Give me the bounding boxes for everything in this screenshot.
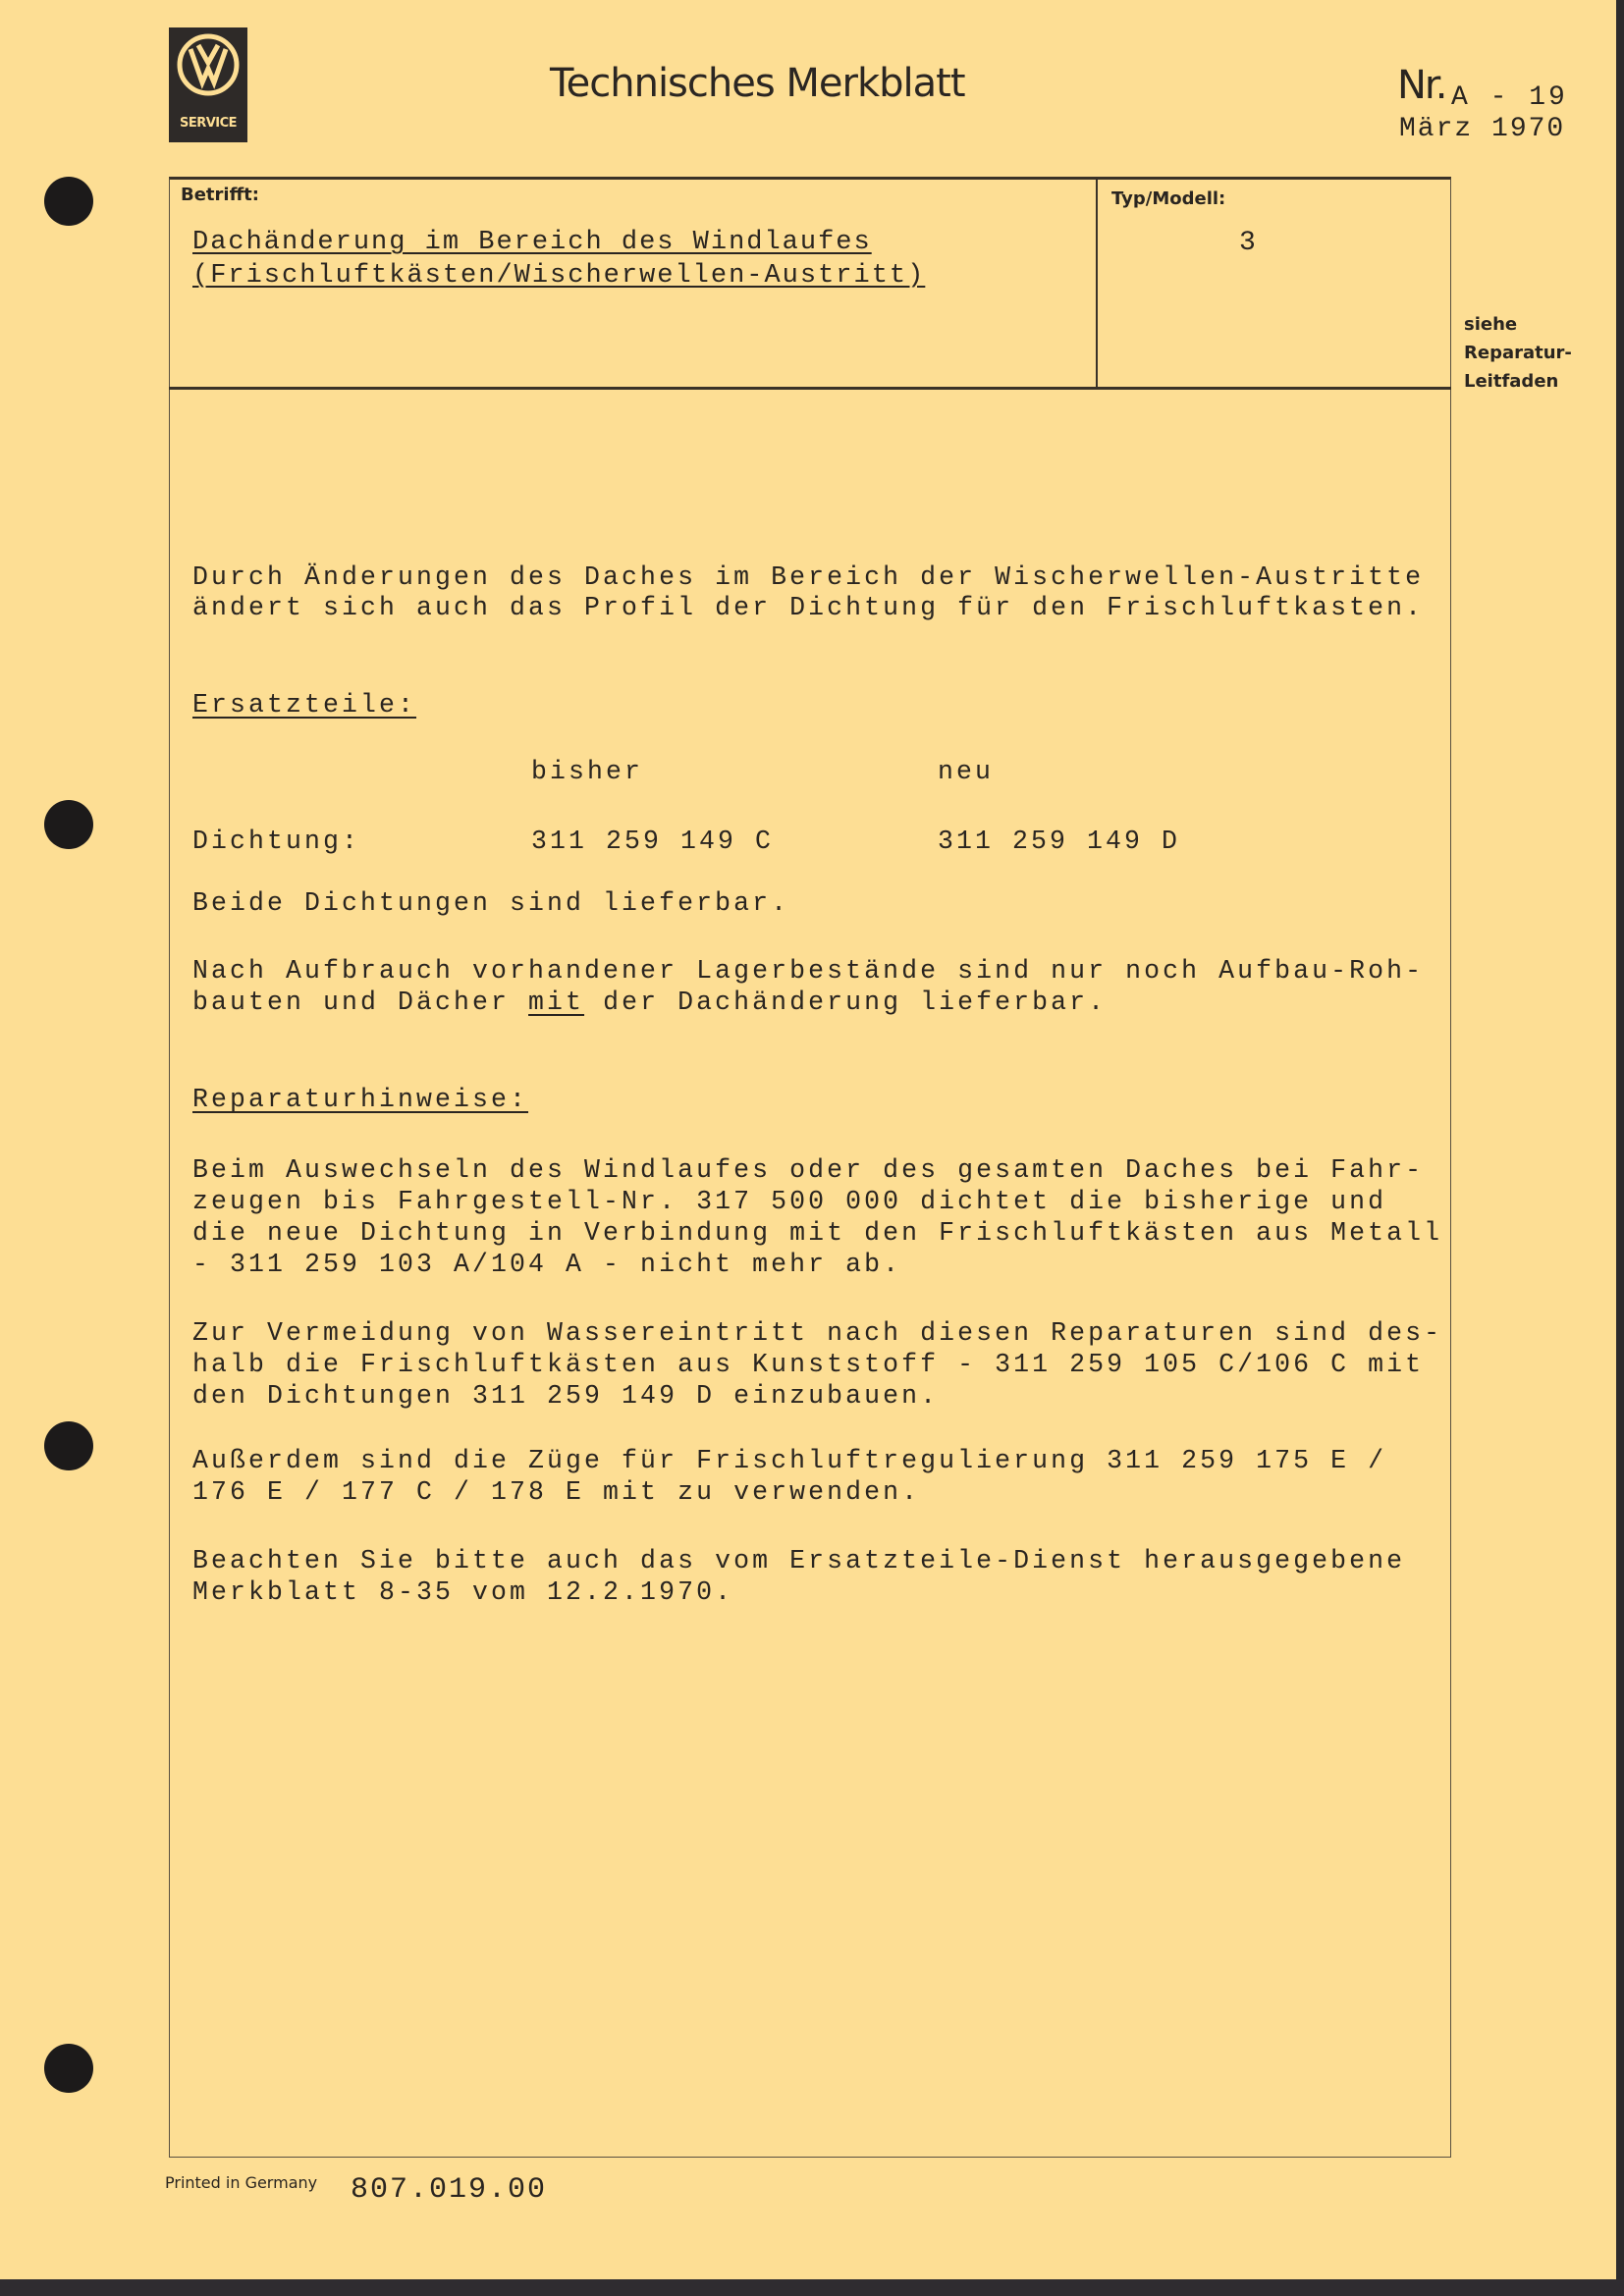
punch-hole xyxy=(44,1421,93,1470)
side-note-line: siehe xyxy=(1464,314,1518,335)
side-note xyxy=(1464,310,1572,396)
side-note-line: Leitfaden xyxy=(1464,371,1559,392)
printed-in-germany: Printed in Germany xyxy=(165,2173,318,2192)
part-number-neu: 311 259 149 D xyxy=(938,827,1181,856)
logo-service-text: SERVICE xyxy=(179,116,238,131)
betrifft-label: Betrifft: xyxy=(181,185,259,205)
paragraph-line: Zur Vermeidung von Wassereintritt nach diesen Reparaturen sind des- xyxy=(192,1318,1443,1348)
paragraph-line: Beim Auswechseln des Windlaufes oder des gesamten Daches bei Fahr- xyxy=(192,1155,1425,1185)
emphasis-mit: mit xyxy=(528,988,585,1017)
paragraph-line: Beachten Sie bitte auch das vom Ersatzteile-Dienst herausgegebene xyxy=(192,1546,1406,1575)
issue-date: März 1970 xyxy=(1399,114,1566,144)
column-divider xyxy=(1096,179,1098,388)
subject-line: (Frischluftkästen/Wischerwellen-Austritt) xyxy=(192,261,926,291)
text-span: der Dachänderung lieferbar. xyxy=(584,988,1108,1017)
subject-line: Dachänderung im Bereich des Windlaufes xyxy=(192,228,872,257)
intro-line: Durch Änderungen des Daches im Bereich der Wischerwellen-Austritte xyxy=(192,562,1425,592)
reparatur-heading: Reparaturhinweise: xyxy=(192,1085,529,1114)
stock-note-line xyxy=(192,987,1107,1018)
typ-modell-label: Typ/Modell: xyxy=(1111,188,1226,209)
scan-edge xyxy=(1616,0,1624,2296)
column-neu: neu xyxy=(938,757,995,786)
punch-hole xyxy=(44,177,93,226)
subject xyxy=(192,226,925,293)
part-number-bisher: 311 259 149 C xyxy=(531,827,775,856)
nr-label: Nr. xyxy=(1397,63,1446,108)
part-label: Dichtung: xyxy=(192,827,361,856)
paragraph-line: - 311 259 103 A/104 A - nicht mehr ab. xyxy=(192,1250,902,1279)
punch-hole xyxy=(44,2044,93,2093)
scan-bottom-edge xyxy=(0,2279,1624,2296)
paragraph-line: 176 E / 177 C / 178 E mit zu verwenden. xyxy=(192,1477,921,1507)
punch-hole xyxy=(44,800,93,849)
paragraph-line: Außerdem sind die Züge für Frischluftregulierung 311 259 175 E / xyxy=(192,1446,1387,1475)
vw-service-logo xyxy=(169,27,247,142)
header-divider xyxy=(169,387,1451,390)
ersatzteile-heading: Ersatzteile: xyxy=(192,690,417,720)
paragraph-line: Merkblatt 8-35 vom 12.2.1970. xyxy=(192,1577,734,1607)
typ-modell-value: 3 xyxy=(1239,228,1256,258)
form-number: 807.019.00 xyxy=(351,2173,548,2207)
document-title: Technisches Merkblatt xyxy=(550,61,965,106)
paragraph-line: den Dichtungen 311 259 149 D einzubauen. xyxy=(192,1381,940,1411)
stock-note-line: Nach Aufbrauch vorhandener Lagerbestände sind nur noch Aufbau-Roh- xyxy=(192,956,1425,986)
column-bisher: bisher xyxy=(531,757,644,786)
intro-line: ändert sich auch das Profil der Dichtung für den Frischluftkasten. xyxy=(192,593,1425,622)
text-span: bauten und Dächer xyxy=(192,988,529,1017)
availability-note: Beide Dichtungen sind lieferbar. xyxy=(192,888,790,918)
paragraph-line: die neue Dichtung in Verbindung mit den Frischluftkästen aus Metall xyxy=(192,1218,1443,1248)
nr-value: A - 19 xyxy=(1451,82,1568,113)
vw-logo-icon xyxy=(177,33,240,96)
side-note-line: Reparatur- xyxy=(1464,343,1572,363)
paragraph-line: zeugen bis Fahrgestell-Nr. 317 500 000 dichtet die bisherige und xyxy=(192,1187,1387,1216)
paragraph-line: halb die Frischluftkästen aus Kunststoff - 311 259 105 C/106 C mit xyxy=(192,1350,1425,1379)
